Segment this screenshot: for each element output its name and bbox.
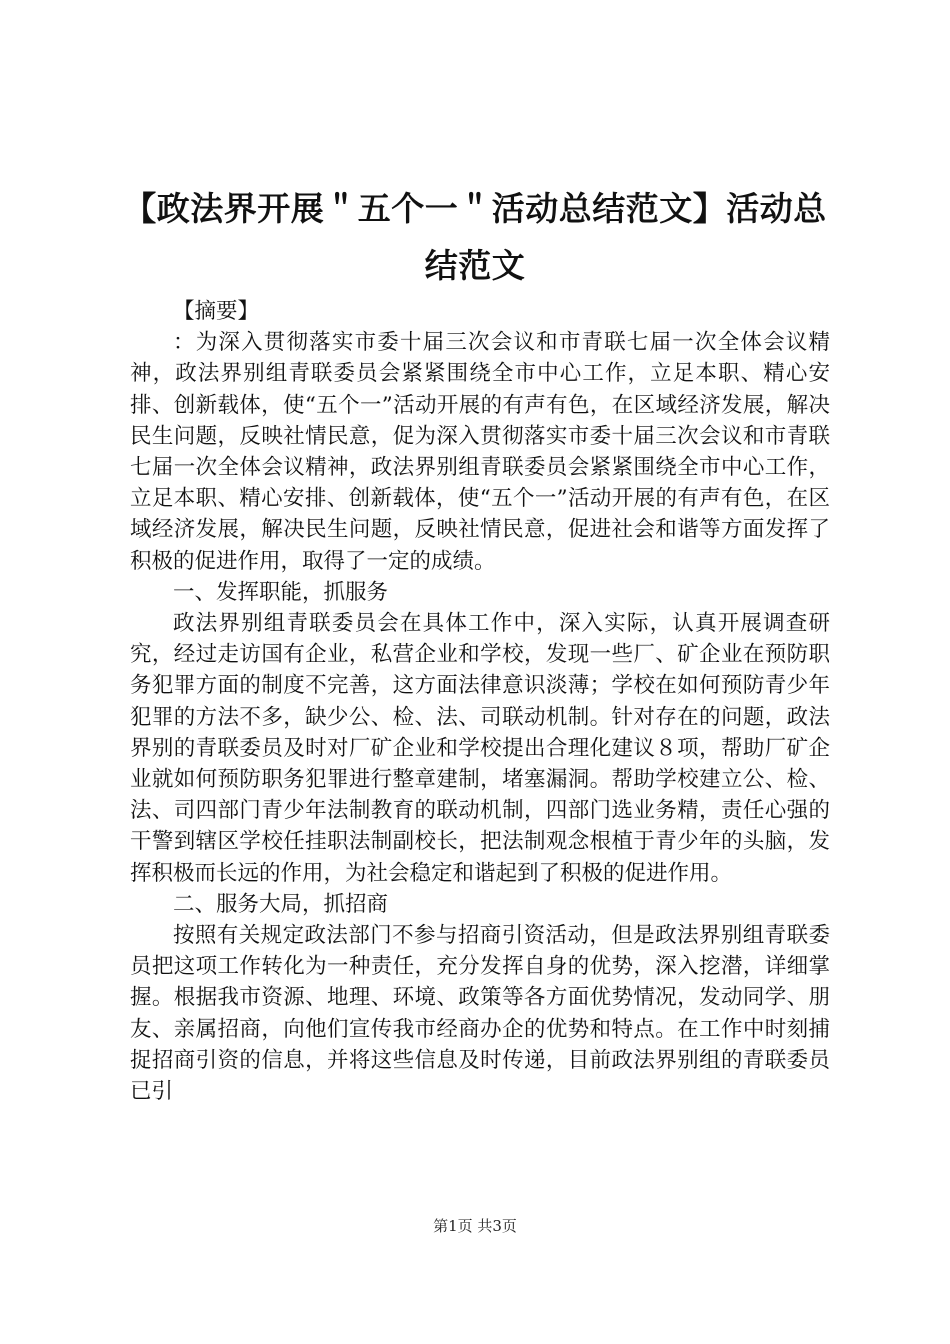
section-paragraph-1: 政法界别组青联委员会在具体工作中，深入实际，认真开展调查研究，经过走访国有企业，私营企业和学校，发现一些厂、矿企业在预防职务犯罪方面的制度不完善，这方面法律意识淡薄；学校在如何预防青少年犯罪的方法不多，缺少公、检、法、司联动机制。针对存在的问题，政法界别的青联委员及时对厂矿企业和学校提出合理化建议８项，帮助厂矿企业就如何预防职务犯罪进行整章建制，堵塞漏洞。帮助学校建立公、检、法、司四部门青少年法制教育的联动机制，四部门选业务精，责任心强的干警到辖区学校任挂职法制副校长，把法制观念根植于青少年的头脑，发挥积极而长远的作用，为社会稳定和谐起到了积极的促进作用。	[130, 611, 830, 886]
section-heading-1: 一、发挥职能，抓服务	[173, 579, 389, 605]
document-title: 【政法界开展＂五个一＂活动总结范文】活动总结范文	[123, 189, 827, 285]
document-body	[130, 296, 830, 1107]
page-footer: 第1页 共3页	[433, 1217, 517, 1235]
abstract-label: 【摘要】	[173, 299, 260, 324]
abstract-paragraph: ：为深入贯彻落实市委十届三次会议和市青联七届一次全体会议精神，政法界别组青联委员会紧紧围绕全市中心工作，立足本职、精心安排、创新载体，使“五个一”活动开展的有声有色，在区域经济发展，解决民生问题，反映社情民意，促为深入贯彻落实市委十届三次会议和市青联七届一次全体会议精神，政法界别组青联委员会紧紧围绕全市中心工作，立足本职、精心安排、创新载体，使“五个一”活动开展的有声有色，在区域经济发展，解决民生问题，反映社情民意，促进社会和谐等方面发挥了积极的促进作用，取得了一定的成绩。	[130, 330, 830, 574]
section-paragraph-2: 按照有关规定政法部门不参与招商引资活动，但是政法界别组青联委员把这项工作转化为一种责任，充分发挥自身的优势，深入挖潜，详细掌握。根据我市资源、地理、环境、政策等各方面优势情况，发动同学、朋友、亲属招商，向他们宣传我市经商办企的优势和特点。在工作中时刻捕捉招商引资的信息，并将这些信息及时传递，目前政法界别组的青联委员已引	[130, 923, 830, 1105]
section-heading-2: 二、服务大局，抓招商	[173, 891, 389, 917]
